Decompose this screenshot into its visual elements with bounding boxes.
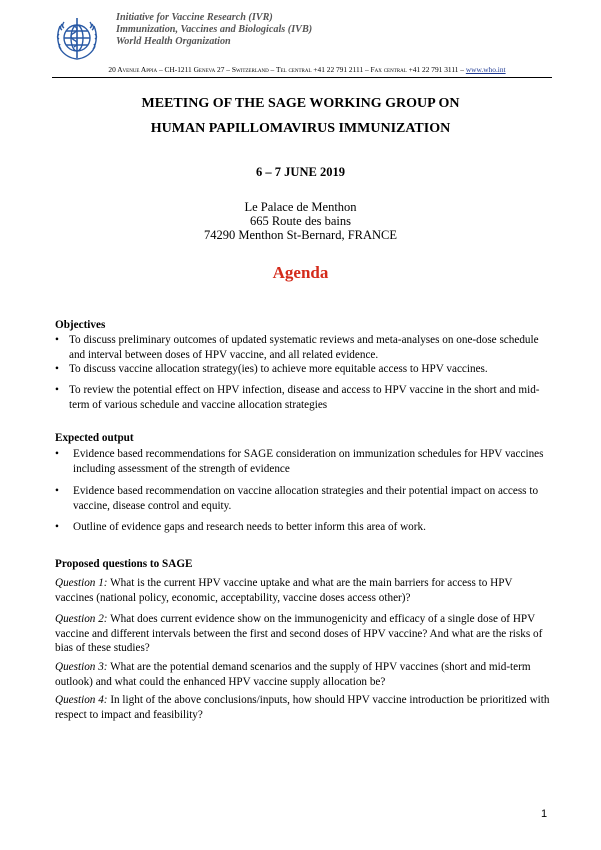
question-label: Question 4: — [55, 694, 108, 706]
output-text: Outline of evidence gaps and research needs to better inform this area of work. — [73, 521, 426, 533]
objectives-heading: Objectives — [55, 319, 106, 331]
org-line-ivr: Initiative for Vaccine Research (IVR) — [116, 12, 273, 23]
meeting-dates: 6 – 7 JUNE 2019 — [256, 165, 345, 179]
organization-lines — [116, 12, 312, 48]
question-label: Question 2: — [55, 613, 108, 625]
expected-output-heading: Expected output — [55, 432, 134, 444]
bullet: • — [55, 485, 59, 497]
question-item — [55, 693, 551, 722]
question-item — [55, 612, 551, 656]
address-text: 20 Avenue Appia – CH-1211 Geneva 27 – Switzerland – Tel central +41 22 791 2111 – Fax central +41 22 791 3111 – — [108, 65, 464, 74]
question-text: What does current evidence show on the immunogenicity and efficacy of a single dose of HPV vaccine and different intervals between the first and second doses of HPV vaccine? And what are the risks of bias of these studies? — [55, 613, 543, 654]
venue-line-3: 74290 Menthon St-Bernard, FRANCE — [203, 228, 398, 242]
bullet: • — [55, 384, 59, 396]
question-item — [55, 660, 551, 689]
venue-line-2: 665 Route des bains — [249, 214, 352, 228]
objective-text: To discuss preliminary outcomes of updated systematic reviews and meta-analyses on one-dose schedule and interval between doses of HPV vaccine, and all related evidence. — [69, 334, 539, 361]
agenda-heading: Agenda — [272, 263, 329, 282]
who-emblem-icon — [52, 14, 102, 62]
bullet: • — [55, 448, 59, 460]
bullet: • — [55, 363, 59, 375]
address-line — [52, 65, 562, 74]
output-text: Evidence based recommendations for SAGE consideration on immunization schedules for HPV vaccines including assessment of the strength of evidence — [73, 448, 544, 475]
meeting-title-line-2: HUMAN PAPILLOMAVIRUS IMMUNIZATION — [150, 121, 451, 136]
question-text: What is the current HPV vaccine uptake and what are the main barriers for access to HPV vaccines (national policy, economic, acceptability, vaccine doses access other)? — [55, 577, 513, 604]
question-item — [55, 576, 551, 605]
bullet: • — [55, 334, 59, 346]
objective-text: To discuss vaccine allocation strategy(ies) to achieve more equitable access to HPV vaccines. — [69, 363, 488, 375]
letterhead — [52, 12, 552, 80]
venue-line-1: Le Palace de Menthon — [244, 200, 357, 214]
page-number: 1 — [541, 808, 548, 820]
org-line-ivb: Immunization, Vaccines and Biologicals (IVB) — [116, 24, 313, 35]
questions-heading: Proposed questions to SAGE — [55, 558, 193, 570]
bullet: • — [55, 521, 59, 533]
header-rule — [52, 77, 552, 78]
output-text: Evidence based recommendation on vaccine allocation strategies and their potential impact on access to vaccine, disease control and equity. — [73, 485, 539, 512]
question-label: Question 3: — [55, 661, 108, 673]
question-text: In light of the above conclusions/inputs, how should HPV vaccine introduction be prioritized with respect to impact and feasibility? — [55, 694, 550, 721]
website-link[interactable]: www.who.int — [465, 65, 506, 74]
objective-text: To review the potential effect on HPV infection, disease and access to HPV vaccine in the short and mid-term of various schedule and vaccine allocation strategies — [69, 384, 540, 411]
question-label: Question 1: — [55, 577, 108, 589]
question-text: What are the potential demand scenarios and the supply of HPV vaccines (short and mid-term outlook) and what could the enhanced HPV vaccine supply allocation be? — [55, 661, 531, 688]
org-line-who: World Health Organization — [116, 36, 231, 47]
meeting-title-line-1: MEETING OF THE SAGE WORKING GROUP ON — [141, 96, 460, 111]
